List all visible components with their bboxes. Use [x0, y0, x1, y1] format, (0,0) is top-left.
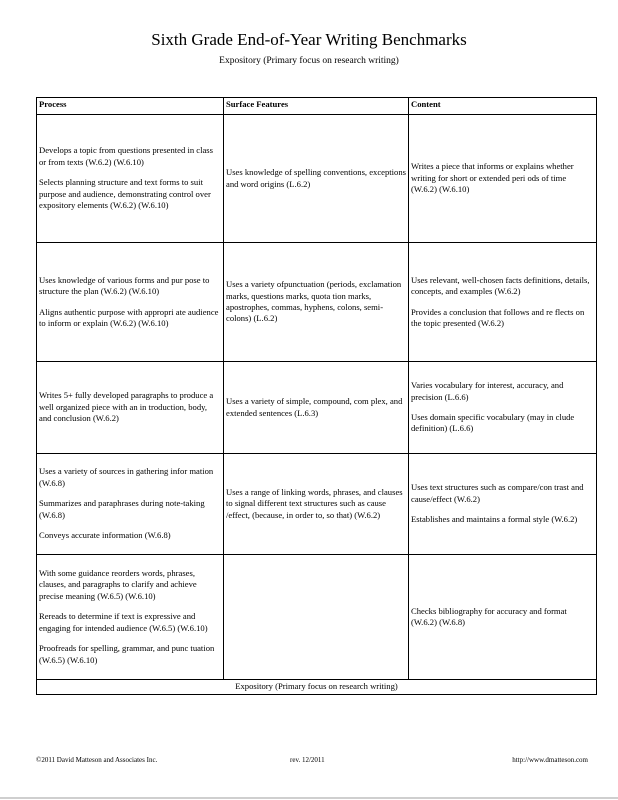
process-cell	[37, 454, 224, 555]
surface-features-cell	[224, 115, 409, 243]
content-cell	[409, 243, 597, 362]
benchmark-text: Conveys accurate information (W.6.8)	[39, 530, 171, 541]
table-row	[37, 243, 597, 362]
benchmark-text: Establishes and maintains a formal style (W.6.2)	[411, 514, 578, 525]
content-cell	[409, 115, 597, 243]
page-subtitle: Expository (Primary focus on research writing)	[219, 56, 399, 66]
benchmark-text: Writes a piece that informs or explains whether writing for short or extended peri ods of time (W.6.2) (W.6.10)	[411, 161, 574, 195]
process-cell	[37, 243, 224, 362]
column-header-process: Process	[37, 98, 224, 115]
header-row	[37, 98, 597, 115]
surface-features-cell	[224, 454, 409, 555]
benchmark-text: Uses a variety ofpunctuation (periods, exclamation marks, questions marks, quota tion marks, apostrophes, commas, hyphens, colons, semi-colons) (L.6.2)	[226, 279, 402, 324]
surface-features-cell	[224, 555, 409, 680]
benchmark-text: Uses a range of linking words, phrases, and clauses to signal different text structures such as cause /effect, (because, in order to, so that) (W.6.2)	[226, 486, 403, 520]
benchmark-text: Uses a variety of simple, compound, com plex, and extended sentences (L.6.3)	[226, 396, 403, 418]
page-bottom-divider	[0, 797, 618, 799]
benchmarks-table	[36, 97, 597, 695]
surface-features-cell	[224, 243, 409, 362]
table-row	[37, 454, 597, 555]
benchmark-text: Rereads to determine if text is expressive and engaging for intended audience (W.6.5) (W.6.10)	[39, 611, 208, 633]
benchmark-text: Aligns authentic purpose with appropri ate audience to inform or explain (W.6.2) (W.6.10)	[39, 306, 219, 328]
column-header-surface-features: Surface Features	[224, 98, 409, 115]
page-title: Sixth Grade End-of-Year Writing Benchmarks	[151, 30, 467, 49]
surface-features-cell	[224, 362, 409, 454]
benchmark-text: Checks bibliography for accuracy and format (W.6.2) (W.6.8)	[411, 605, 567, 627]
benchmark-text: Provides a conclusion that follows and re flects on the topic presented (W.6.2)	[411, 306, 585, 328]
benchmark-text: Uses relevant, well-chosen facts definitions, details, concepts, and examples (W.6.2)	[411, 274, 590, 297]
benchmark-text: Writes 5+ fully developed paragraphs to produce a well organized piece with an in troduction, body, and conclusion (W.6.2)	[39, 390, 214, 424]
benchmark-text: Uses knowledge of various forms and pur pose to structure the plan (W.6.2) (W.6.10)	[39, 274, 210, 297]
table-footer-row	[37, 680, 597, 695]
process-cell	[37, 555, 224, 680]
benchmark-text: Uses knowledge of spelling conventions, exceptions and word origins (L.6.2)	[226, 167, 406, 189]
copyright-text: ©2011 David Matteson and Associates Inc.	[36, 756, 158, 764]
benchmark-text: Varies vocabulary for interest, accuracy, and precision (L.6.6)	[411, 380, 564, 402]
content-cell	[409, 555, 597, 680]
table-row	[37, 115, 597, 243]
table-footer-caption: Expository (Primary focus on research writing)	[37, 680, 597, 695]
benchmark-text: With some guidance reorders words, phrases, clauses, and paragraphs to clarify and achieve precise meaning (W.6.5) (W.6.10)	[39, 568, 197, 601]
table-row	[37, 555, 597, 680]
benchmark-text: Selects planning structure and text forms to suit purpose and audience, demonstrating control over expository elements (W.6.2) (W.6.10)	[39, 177, 211, 211]
revision-text: rev. 12/2011	[290, 756, 325, 764]
content-cell	[409, 362, 597, 454]
process-cell	[37, 362, 224, 454]
table-row	[37, 362, 597, 454]
benchmark-text: Summarizes and paraphrases during note-taking (W.6.8)	[39, 498, 205, 520]
website-link[interactable]: http://www.dmatteson.com	[512, 756, 588, 764]
benchmark-text: Uses a variety of sources in gathering infor mation (W.6.8)	[39, 466, 214, 488]
benchmark-text: Uses domain specific vocabulary (may in clude definition) (L.6.6)	[411, 412, 575, 434]
content-cell	[409, 454, 597, 555]
benchmark-text: Develops a topic from questions presented in class or from texts (W.6.2) (W.6.10)	[39, 145, 213, 167]
benchmark-text: Uses text structures such as compare/con trast and cause/effect (W.6.2)	[411, 482, 584, 504]
process-cell	[37, 115, 224, 243]
column-header-content: Content	[409, 98, 597, 115]
benchmark-text: Proofreads for spelling, grammar, and punc tuation (W.6.5) (W.6.10)	[39, 643, 215, 665]
